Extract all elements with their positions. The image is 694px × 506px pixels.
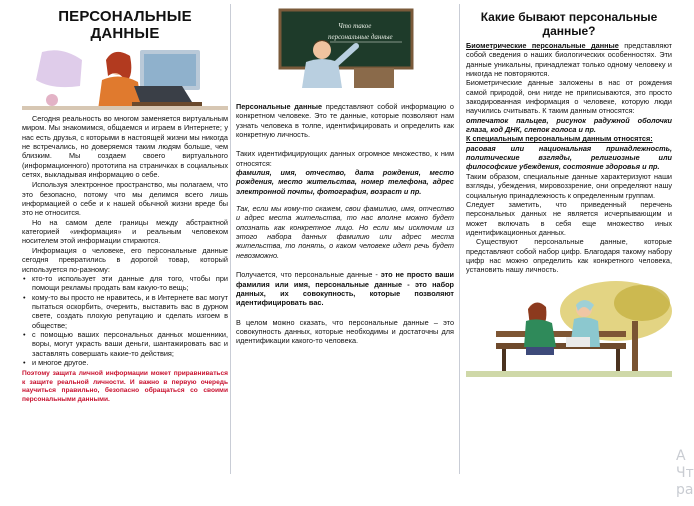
term-biometric: Биометрические персональные данные xyxy=(466,41,619,50)
board-line-1: Что такое xyxy=(338,22,372,30)
col3-paragraph-6: Таким образом, специальные данные характеризуют наши взгляды, убеждения, мировоззрение, они определяют нашу социальную принадлежность к определенным группам. xyxy=(466,171,672,200)
col3-title: Какие бывают персональные данные? xyxy=(480,10,658,38)
bullet-text: кто-то использует эти данные для того, чтобы при помощи рекламы продать вам какую-то вещь; xyxy=(32,273,228,293)
col1-paragraph-2: Используя электронное пространство, мы полагаем, что это безопасно, потому что мы делимся всего лишь информацией о себе и к нашей обычной жизни вреде бы это не относится. xyxy=(22,180,228,218)
column-2 xyxy=(236,0,454,506)
bullet-text: с помощью ваших персональных данных мошенники, воры, могут украсть ваши деньги, шантажировать вас и заставлять совершать какие-то действия; xyxy=(32,329,228,358)
col3-paragraph-8: Существуют персональные данные, которые представляют собой набор цифр. Благодаря такому набору цифр нас можно определить как конкретного человека, установить нашу личность. xyxy=(466,237,672,275)
col1-title: ПЕРСОНАЛЬНЫЕ ДАННЫЕ xyxy=(58,8,192,42)
col3-paragraph-1-text: представляют собой сведения о наших биологических особенностях. Эти данные уникальны, принадлежат только одному человеку и никогда не повторяются. xyxy=(466,41,672,79)
col2-paragraph-1 xyxy=(236,102,454,139)
woman-laptop-illustration xyxy=(22,46,228,110)
col2-paragraph-1-text: представляют собой информацию о конкретном человеке. Это те данные, которые позволяют нам узнать человека в толпе, идентифицировать и определить как конкретную личность. xyxy=(236,102,454,140)
bench-illustration xyxy=(466,281,672,377)
col3-paragraph-2: Биометрические данные заложены в нас от рождения самой природой, они нигде не приписываются, это просто закодированная информация о человеке, которую люди научились считывать. К таким данным относятся: xyxy=(466,78,672,116)
col2-paragraph-5-bold: это не просто ваши фамилия или имя, персональные данные - это набор данных, их совокупность, которые позволяют идентифицировать вас. xyxy=(236,270,455,308)
col1-warning: Поэтому защита личной информации может приравниваться к защите реальной личности. И важно в первую очередь научиться правильно, безопасно обращаться со своими персональными данными. xyxy=(22,370,228,404)
col2-paragraph-4: Так, если мы кому-то скажем, свои фамилию, имя, отчество и адрес места жительства, то нас вполне можно будет опознать как конкретное лицо. Но если мы исключим из этого набора данных фамилию или адрес места жительства, то понять, о каком человеке идет речь будет невозможно. xyxy=(236,204,454,260)
col2-paragraph-5 xyxy=(236,270,454,307)
col3-paragraph-7: Следует заметить, что приведенный перечень персональных данных не является исчерпывающим и может включать в себя еще множество иных идентификационных данных. xyxy=(466,199,672,237)
col1-bullet: • и многое другое. xyxy=(23,357,89,367)
col1-bullet: • кому-то вы просто не нравитесь, и в Интернете вас могут пытаться оскорбить, очернить, выставить вас в дурном свете, создать плохую репутацию и сделать изгоем в обществе; xyxy=(23,292,228,330)
col3-special-label: К специальным персональным данным относятся: xyxy=(466,134,653,144)
col2-paragraph-6: В целом можно сказать, что персональные данные – это совокупность данных, которые необходимы и достаточны для идентификации какого-то человека. xyxy=(236,317,454,346)
column-3 xyxy=(466,0,672,506)
col1-bullet: • с помощью ваших персональных данных мошенники, воры, могут украсть ваши деньги, шантажировать вас и заставлять совершать какие-то действия; xyxy=(23,329,228,358)
bullet-text: и многое другое. xyxy=(32,357,89,367)
col3-paragraph-1 xyxy=(466,41,672,78)
board-line-2: персональные данные xyxy=(328,33,393,41)
col3-special-list: расовая или национальная принадлежность, политические взгляды, религиозные или философские убеждения, состояние здоровья и пр. xyxy=(466,143,672,172)
col2-paragraph-2: Таких идентифицирующих данных огромное множество, к ним относятся: xyxy=(236,149,454,168)
col1-paragraph-1: Сегодня реальность во многом заменяется виртуальным миром. Мы знакомимся, общаемся и играем в Интернете; у нас есть друзья, с которыми в настоящей жизни мы никогда не встречались, но доверяемся таким людям больше, чем близким. Мы создаем своего виртуального (информационного) прототипа на страничках в социальных сетях, выкладывая информацию о себе. xyxy=(22,114,228,180)
bullet-text: кому-то вы просто не нравитесь, и в Интернете вас могут пытаться оскорбить, очернить, выставить вас в дурном свете, создать плохую репутацию и сделать изгоем в обществе; xyxy=(32,292,228,330)
col2-identifier-list: фамилия, имя, отчество, дата рождения, место рождения, место жительства, номер телефона, адрес электронной почты, фотография, возраст и пр. xyxy=(236,168,454,196)
col1-paragraph-4: Информация о человеке, его персональные данные сегодня превратились в дорогой товар, который используется по-разному: xyxy=(22,245,228,274)
column-divider-2 xyxy=(459,4,460,474)
watermark-text: А Чт ра xyxy=(676,448,694,498)
column-1 xyxy=(22,0,228,506)
col1-paragraph-3: Но на самом деле границы между абстрактной категорией «информация» и реальным человеком носителем этой информации стираются. xyxy=(22,217,228,246)
column-divider-1 xyxy=(230,4,231,474)
chalkboard-illustration xyxy=(270,6,420,88)
col2-paragraph-5-start: Получается, что персональные данные - xyxy=(236,270,381,280)
col3-biometric-list: отпечаток пальцев, рисунок радужной оболочки глаза, код ДНК, слепок голоса и пр. xyxy=(466,115,672,135)
term-personal-data: Персональные данные xyxy=(236,102,323,111)
col1-bullet: • кто-то использует эти данные для того, чтобы при помощи рекламы продать вам какую-то вещь; xyxy=(23,273,228,293)
